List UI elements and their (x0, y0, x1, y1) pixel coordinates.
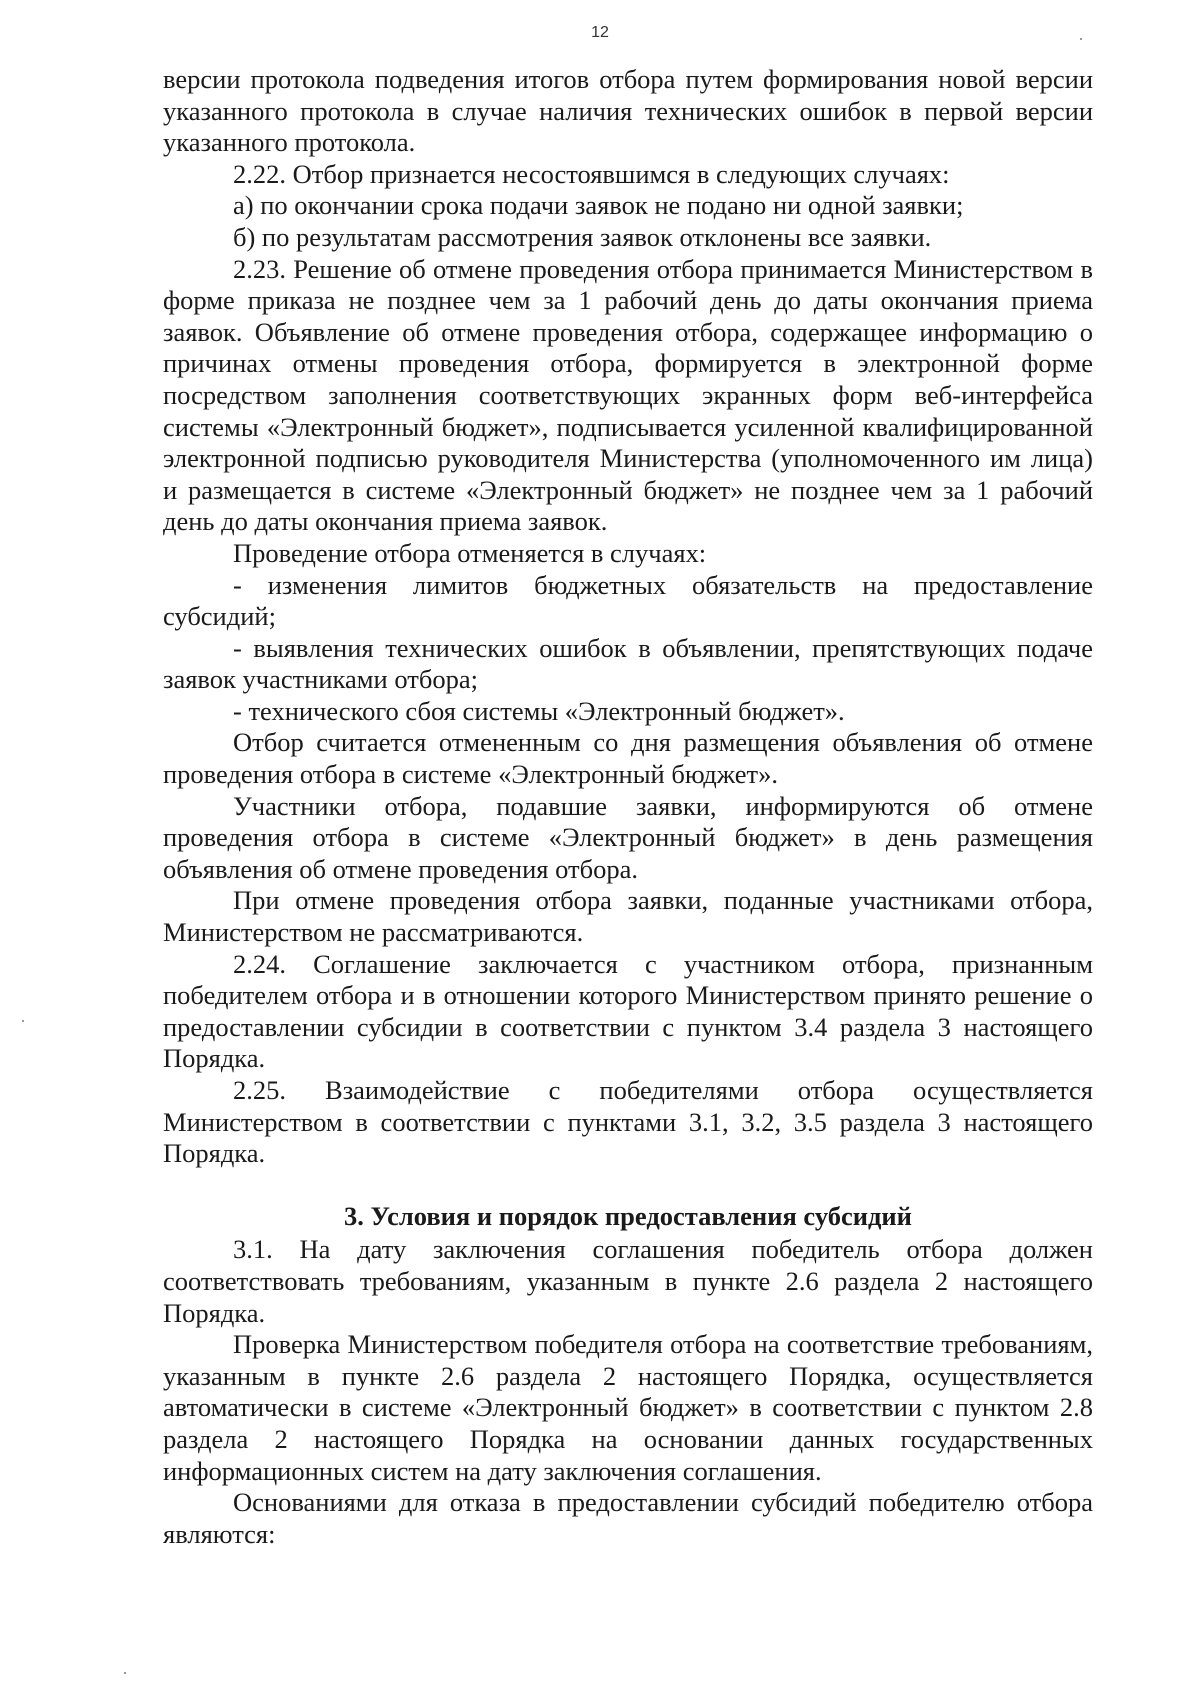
paragraph: Проверка Министерством победителя отбора на соответствие требованиям, указанным в пункте 2.6 раздела 2 настоящего Порядка, осуществляется автоматически в системе «Электронный бюджет» в соответствии с пунктом 2.8 раздела 2 настоящего Порядка на основании данных государственных информационных систем на дату заключения соглашения. (163, 1329, 1093, 1486)
paragraph: 2.24. Соглашение заключается с участником отбора, признанным победителем отбора и в отношении которого Министерством принято решение о предоставлении субсидии в соответствии с пунктом 3.4 раздела 3 настоящего Порядка. (163, 948, 1093, 1074)
paragraph: При отмене проведения отбора заявки, поданные участниками отбора, Министерством не рассматриваются. (163, 885, 1093, 948)
scan-speck (124, 1672, 126, 1674)
paragraph: а) по окончании срока подачи заявок не подано ни одной заявки; (233, 190, 964, 221)
paragraph: 3.1. На дату заключения соглашения победитель отбора должен соответствовать требованиям, указанным в пункте 2.6 раздела 2 настоящего Порядка. (163, 1234, 1093, 1328)
paragraphs-after-section (163, 1234, 1093, 1550)
paragraph: Основаниями для отказа в предоставлении субсидий победителю отбора являются: (163, 1487, 1093, 1549)
scan-speck (22, 1020, 24, 1022)
page-number: 12 (591, 24, 609, 41)
paragraph: 2.22. Отбор признается несостоявшимся в следующих случаях: (233, 158, 950, 189)
paragraph: - выявления технических ошибок в объявлении, препятствующих подаче заявок участниками отбора; (163, 632, 1093, 695)
scan-speck (1080, 38, 1082, 40)
paragraph: Отбор считается отмененным со дня размещения объявления об отмене проведения отбора в системе «Электронный бюджет». (163, 727, 1093, 790)
paragraph: - изменения лимитов бюджетных обязательств на предоставление субсидий; (163, 569, 1093, 632)
section-heading: 3. Условия и порядок предоставления субсидий (344, 1200, 912, 1231)
document-body (163, 64, 1093, 1550)
paragraph: б) по результатам рассмотрения заявок отклонены все заявки. (233, 221, 932, 252)
paragraph: 2.25. Взаимодействие с победителями отбора осуществляется Министерством в соответствии с пунктами 3.1, 3.2, 3.5 раздела 3 настоящего Порядка. (163, 1075, 1093, 1169)
paragraph: - технического сбоя системы «Электронный бюджет». (233, 695, 845, 726)
paragraphs-before-section (163, 64, 1093, 1170)
paragraph: Участники отбора, подавшие заявки, информируются об отмене проведения отбора в системе «Электронный бюджет» в день размещения объявления об отмене проведения отбора. (163, 790, 1093, 884)
paragraph: версии протокола подведения итогов отбора путем формирования новой версии указанного протокола в случае наличия технических ошибок в первой версии указанного протокола. (163, 64, 1093, 158)
paragraph: Проведение отбора отменяется в случаях: (233, 537, 707, 568)
paragraph: 2.23. Решение об отмене проведения отбора принимается Министерством в форме приказа не позднее чем за 1 рабочий день до даты окончания приема заявок. Объявление об отмене проведения отбора, содержащее информацию о причинах отмены проведения отбора, формируется в электронной форме посредством заполнения соответствующих экранных форм веб-интерфейса системы «Электронный бюджет», подписывается усиленной квалифицированной электронной подписью руководителя Министерства (уполномоченного им лица) и размещается в системе «Электронный бюджет» не позднее чем за 1 рабочий день до даты окончания приема заявок. (163, 253, 1093, 537)
